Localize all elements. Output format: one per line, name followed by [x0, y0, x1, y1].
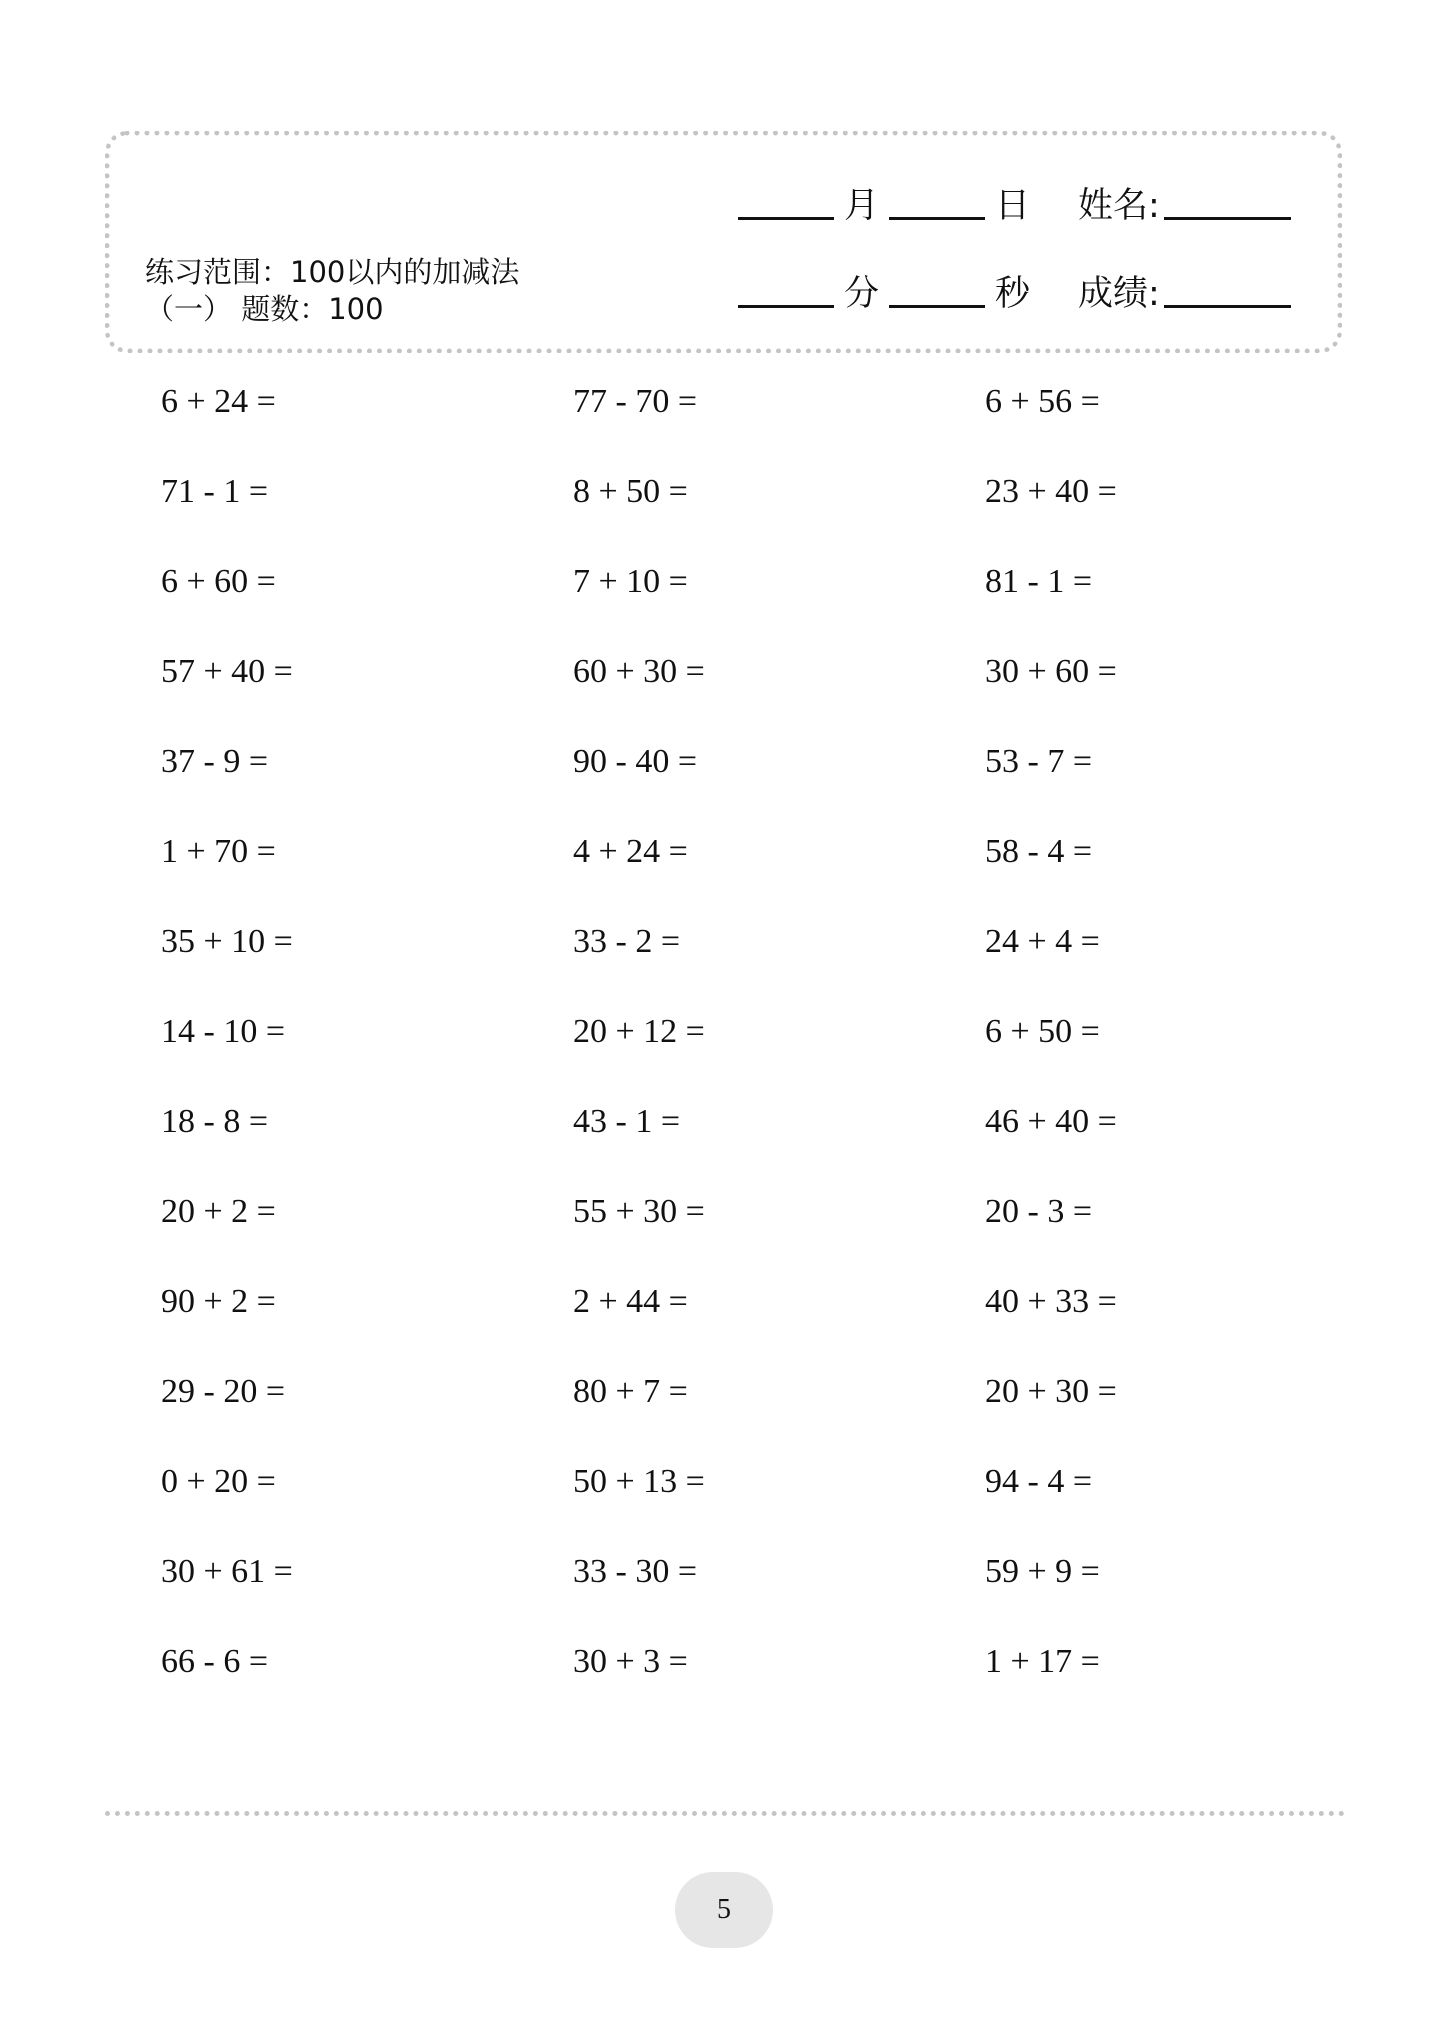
problem-item: 20 + 12 =	[573, 1013, 705, 1050]
score-label: 成绩:	[1078, 274, 1160, 314]
footer-divider	[105, 1811, 1345, 1816]
problem-item: 6 + 60 =	[161, 563, 276, 600]
problem-item: 23 + 40 =	[985, 473, 1117, 510]
problem-item: 4 + 24 =	[573, 833, 688, 870]
second-label: 秒	[995, 274, 1031, 314]
problem-item: 6 + 24 =	[161, 383, 276, 420]
problem-item: 30 + 61 =	[161, 1553, 293, 1590]
problem-item: 90 + 2 =	[161, 1283, 276, 1320]
problem-item: 33 - 2 =	[573, 923, 680, 960]
practice-range-subtitle: （一） 题数：100	[145, 292, 384, 326]
page-number-badge	[675, 1872, 773, 1948]
problem-item: 30 + 60 =	[985, 653, 1117, 690]
problem-item: 29 - 20 =	[161, 1373, 285, 1410]
problem-item: 18 - 8 =	[161, 1103, 268, 1140]
problem-item: 2 + 44 =	[573, 1283, 688, 1320]
problem-item: 24 + 4 =	[985, 923, 1100, 960]
problem-item: 20 + 30 =	[985, 1373, 1117, 1410]
problem-item: 6 + 56 =	[985, 383, 1100, 420]
problem-item: 57 + 40 =	[161, 653, 293, 690]
problem-item: 90 - 40 =	[573, 743, 697, 780]
problem-item: 53 - 7 =	[985, 743, 1092, 780]
problem-item: 14 - 10 =	[161, 1013, 285, 1050]
minute-label: 分	[844, 274, 880, 314]
problem-item: 20 + 2 =	[161, 1193, 276, 1230]
practice-range-title: 练习范围：100以内的加减法	[145, 255, 520, 289]
problem-item: 7 + 10 =	[573, 563, 688, 600]
problem-item: 0 + 20 =	[161, 1463, 276, 1500]
problem-item: 94 - 4 =	[985, 1463, 1092, 1500]
problem-item: 60 + 30 =	[573, 653, 705, 690]
problem-item: 43 - 1 =	[573, 1103, 680, 1140]
problem-item: 8 + 50 =	[573, 473, 688, 510]
problem-item: 30 + 3 =	[573, 1643, 688, 1680]
problem-item: 37 - 9 =	[161, 743, 268, 780]
problem-item: 77 - 70 =	[573, 383, 697, 420]
problem-item: 20 - 3 =	[985, 1193, 1092, 1230]
name-label: 姓名:	[1078, 186, 1160, 226]
problem-item: 46 + 40 =	[985, 1103, 1117, 1140]
problem-item: 50 + 13 =	[573, 1463, 705, 1500]
month-label: 月	[844, 186, 880, 226]
problem-item: 6 + 50 =	[985, 1013, 1100, 1050]
page-number: 5	[717, 1894, 731, 1925]
problem-item: 80 + 7 =	[573, 1373, 688, 1410]
problem-item: 59 + 9 =	[985, 1553, 1100, 1590]
problem-item: 33 - 30 =	[573, 1553, 697, 1590]
problem-item: 71 - 1 =	[161, 473, 268, 510]
problem-item: 55 + 30 =	[573, 1193, 705, 1230]
problem-item: 66 - 6 =	[161, 1643, 268, 1680]
problem-item: 1 + 70 =	[161, 833, 276, 870]
problem-item: 35 + 10 =	[161, 923, 293, 960]
problem-item: 58 - 4 =	[985, 833, 1092, 870]
problem-item: 40 + 33 =	[985, 1283, 1117, 1320]
problem-item: 81 - 1 =	[985, 563, 1092, 600]
day-label: 日	[995, 186, 1031, 226]
problem-item: 1 + 17 =	[985, 1643, 1100, 1680]
